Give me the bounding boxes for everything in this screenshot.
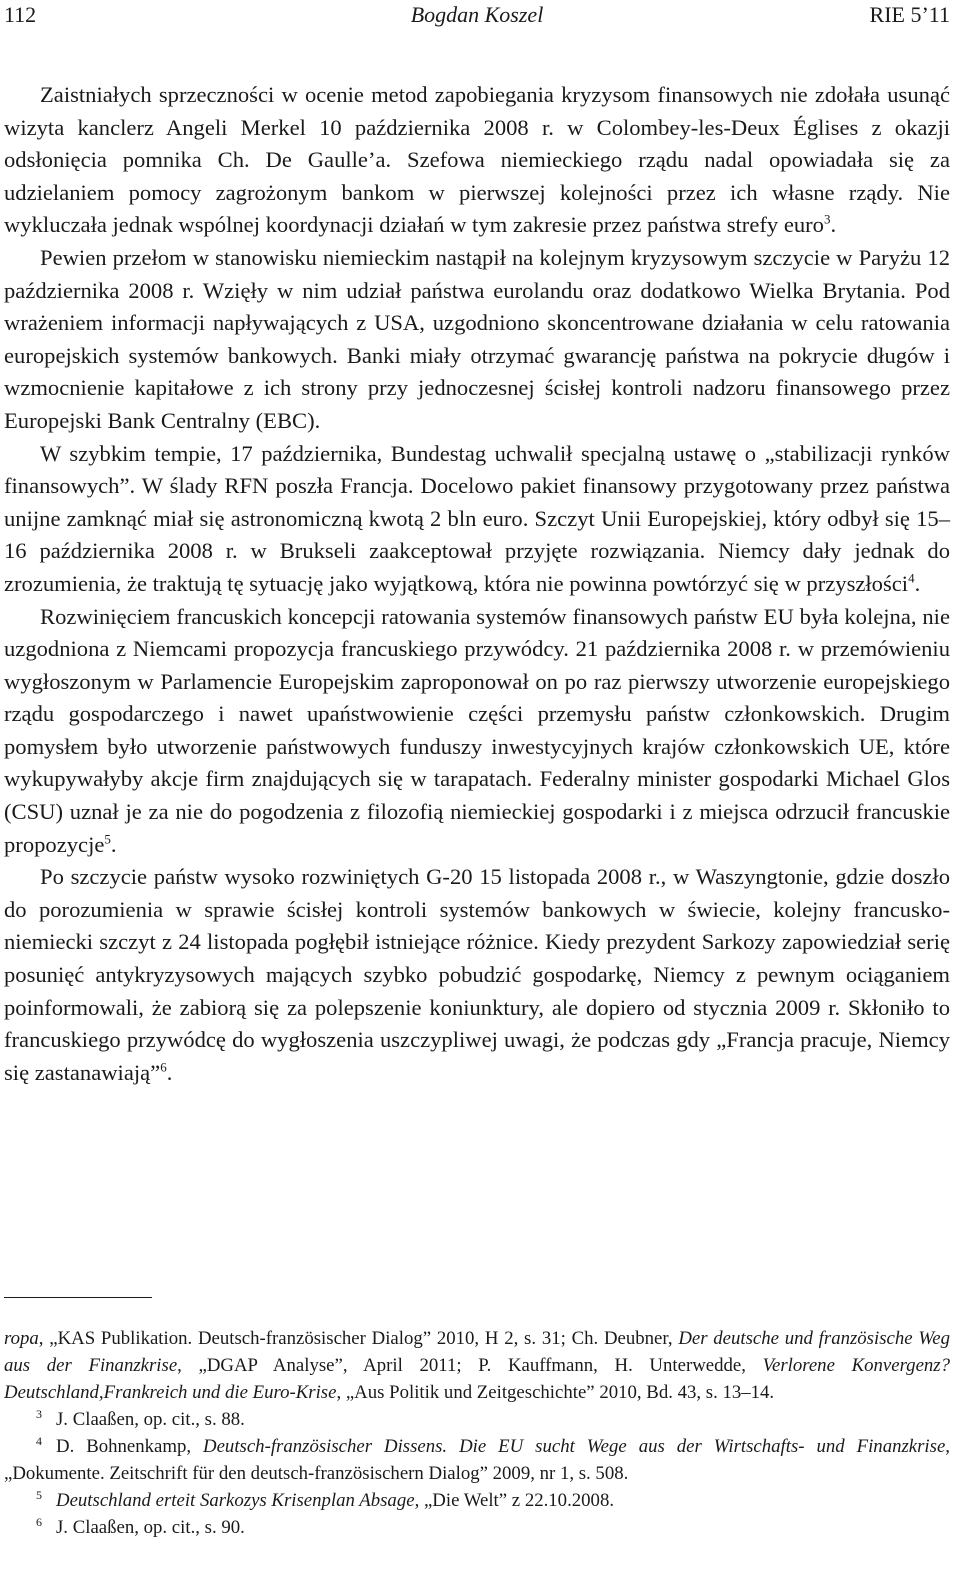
- footnote-text: , „DGAP Analyse”, April 2011; P. Kauffmann, H. Unterwedde,: [177, 1355, 763, 1376]
- footnote-4: [4, 1433, 950, 1487]
- footnote-6: [4, 1514, 950, 1541]
- paragraph-text: Po szczycie państw wysoko rozwiniętych G-20 15 listopada 2008 r., w Waszyngtonie, gdzie doszło do porozumienia w sprawie ścisłej kontroli systemów bankowych w świecie, kolejny francusko-niemiecki szczyt z 24 listopada pogłębił istniejące różnice. Kiedy prezydent Sarkozy zapowiedział serię posunięć antykryzysowych mających szybko pobudzić gospodarkę, Niemcy z pewnym ociąganiem poinformowali, że zabiorą się za polepszenie koniunktury, ale dopiero od stycznia 2009 r. Skłoniło to francuskiego przywódcę do wygłoszenia uszczypliwej uwagi, że podczas gdy „Francja pracuje, Niemcy się zastanawiają”: [4, 864, 950, 1085]
- footnote-continuation: [4, 1325, 950, 1406]
- paragraph-text: Rozwinięciem francuskich koncepcji ratowania systemów finansowych państw EU była kolejna, nie uzgodniona z Niemcami propozycja francuskiego przywódcy. 21 października 2008 r. w przemówieniu wygłoszonym w Parlamencie Europejskim zaproponował on po raz pierwszy utworzenie europejskiego rządu gospodarczego i nawet upaństwowienie części przemysłu państw członkowskich. Drugim pomysłem było utworzenie państwowych funduszy inwestycyjnych krajów członkowskich UE, które wykupywałyby akcje firm znajdujących się w tarapatach. Federalny minister gospodarki Michael Glos (CSU) uznał je za nie do pogodzenia z filozofią niemieckiej gospodarki i z miejsca odrzucił francuskie propozycje: [4, 603, 950, 857]
- paragraph-text: Zaistniałych sprzeczności w ocenie metod zapobiegania kryzysom finansowych nie zdołała usunąć wizyta kanclerz Angeli Merkel 10 października 2008 r. w Colombey-les-Deux Églises z okazji odsłonięcia pomnika Ch. De Gaulle’a. Szefowa niemieckiego rządu nadal opowiadała się za udzielaniem pomocy zagrożonym bankom w pierwszej kolejności przez ich własne rządy. Nie wykluczała jednak wspólnej koordynacji działań w tym zakresie przez państwa strefy euro: [4, 82, 950, 238]
- running-header-author: Bogdan Koszel: [410, 2, 544, 27]
- footnote-separator: [4, 1297, 152, 1298]
- footnotes: [4, 1325, 950, 1541]
- page-number: 112: [4, 2, 37, 27]
- footnote-reference[interactable]: 5: [104, 831, 111, 847]
- paragraph-text: W szybkim tempie, 17 października, Bundestag uchwalił specjalną ustawę o „stabilizacji rynków finansowych”. W ślady RFN poszła Francja. Docelowo pakiet finansowy przygotowany przez państwa unijne zamknąć miał się astronomiczną kwotą 2 bln euro. Szczyt Unii Europejskiej, który odbył się 15–16 października 2008 r. w Brukseli zaakceptował przyjęte rozwiązania. Niemcy dały jednak do zrozumienia, że traktują tę sytuację jako wyjątkową, która nie powinna powtórzyć się w przyszłości: [4, 440, 950, 596]
- paragraph: [4, 861, 950, 1089]
- footnote-number: 3: [36, 1406, 42, 1421]
- paragraph: [4, 79, 950, 242]
- paragraph-text: Pewien przełom w stanowisku niemieckim nastąpił na kolejnym kryzysowym szczycie w Paryżu 12 października 2008 r. Wzięły w nim udział państwa eurolandu oraz dodatkowo Wielka Brytania. Pod wrażeniem informacji napływających z USA, uzgodniono skoncentrowane działania w celu ratowania europejskich systemów bankowych. Banki miały otrzymać gwarancję państwa na pokrycie długów i wzmocnienie kapitałowe z ich strony przy jednoczesnej ścisłej kontroli nadzoru finansowego przez Europejski Bank Centralny (EBC).: [4, 244, 950, 433]
- footnote-text: J. Claaßen, op. cit., s. 90.: [56, 1517, 245, 1538]
- paragraph: [4, 242, 950, 438]
- footnote-text: J. Claaßen, op. cit., s. 88.: [56, 1409, 245, 1430]
- body-text: [4, 79, 950, 1089]
- paragraph-tail: .: [110, 831, 117, 857]
- footnote-text: , „KAS Publikation. Deutsch-französischer Dialog” 2010, H 2, s. 31; Ch. Deubner,: [38, 1328, 679, 1349]
- paragraph-tail: .: [914, 570, 921, 596]
- footnote-italic: Deutsch-französischer Dissens. Die EU sucht Wege aus der Wirtschafts- und Finanzkrise: [203, 1436, 946, 1457]
- footnote-reference[interactable]: 3: [823, 211, 831, 227]
- running-header: [4, 0, 950, 34]
- footnote-italic: ropa: [4, 1328, 39, 1349]
- footnote-text: , „Die Welt” z 22.10.2008.: [414, 1490, 615, 1511]
- footnote-number: 6: [36, 1514, 42, 1529]
- footnote-italic: Der deutsche und französische Weg aus der Finanzkrise: [4, 1328, 950, 1376]
- footnote-italic: Verlorene Konvergenz? Deutschland,Frankreich und die Euro-Krise: [4, 1355, 950, 1403]
- paragraph: [4, 601, 950, 862]
- footnote-reference[interactable]: 4: [908, 570, 915, 586]
- paragraph: [4, 438, 950, 601]
- footnote-text: , „Aus Politik und Zeitgeschichte” 2010, Bd. 43, s. 13–14.: [336, 1382, 775, 1403]
- footnote-3: [4, 1406, 950, 1433]
- footnote-text: D. Bohnenkamp,: [56, 1436, 204, 1457]
- running-header-journal: RIE 5’11: [869, 2, 950, 27]
- footnote-italic: Deutschland erteit Sarkozys Krisenplan Absage: [56, 1490, 415, 1511]
- paragraph-tail: .: [830, 212, 837, 238]
- footnote-number: 5: [36, 1487, 42, 1502]
- footnote-text: , „Dokumente. Zeitschrift für den deutsch-französischern Dialog” 2009, nr 1, s. 508.: [4, 1436, 950, 1484]
- footnote-5: [4, 1487, 950, 1514]
- footnote-reference[interactable]: 6: [160, 1059, 167, 1075]
- footnote-number: 4: [36, 1433, 42, 1448]
- paragraph-tail: .: [166, 1059, 173, 1085]
